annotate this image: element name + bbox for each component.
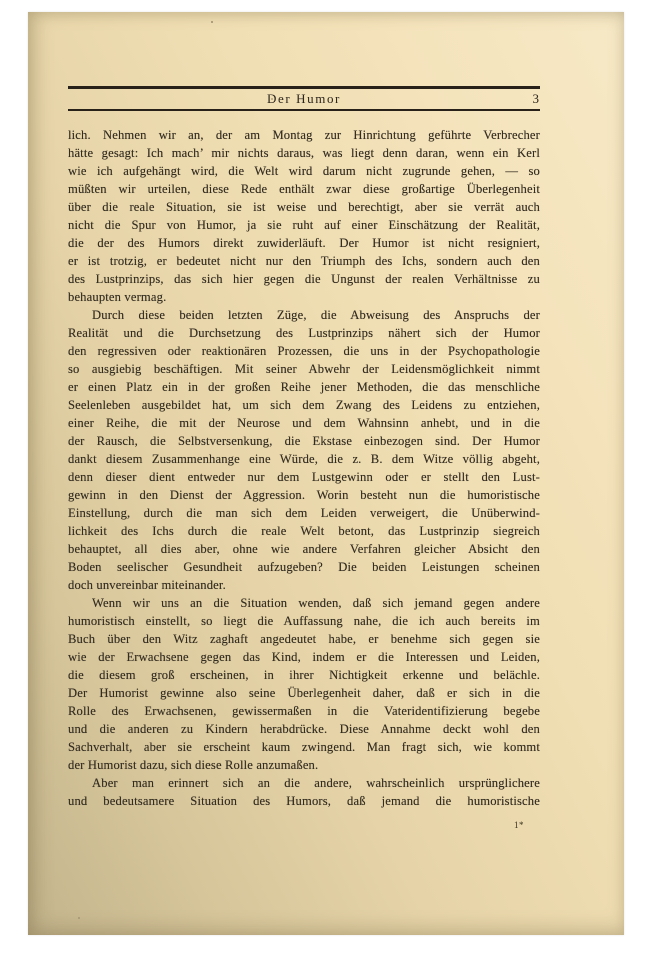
text-line: dankt diesem Zusammenhange eine Würde, die z. B. dem Witze völlig abgeht, — [68, 452, 540, 466]
text-line: die der des Humors direkt zuwiderläuft. Der Humor ist nicht resigniert, — [68, 236, 540, 250]
header-rule-top — [68, 86, 540, 89]
text-line: er ist trotzig, er bedeutet nicht nur den Triumph des Ichs, sondern auch den — [68, 254, 540, 268]
text-line: den regressiven oder reaktionären Prozessen, die uns in der Psychopathologie — [68, 344, 540, 358]
text-line: einer Reihe, die mit der Neurose und dem Wahnsinn anhebt, und in die — [68, 416, 540, 430]
text-line: Rolle des Erwachsenen, gewissermaßen in die Vateridentifizierung begebe — [68, 704, 540, 718]
text-line: der Humorist dazu, sich diese Rolle anzumaßen. — [68, 758, 319, 772]
text-line: und bedeutsamere Situation des Humors, daß jemand die humoristische — [68, 794, 540, 808]
text-line: nicht die Spur von Humor, ja sie ruht auf einer Einschätzung der Realität, — [68, 218, 540, 232]
text-line: Aber man erinnert sich an die andere, wahrscheinlich ursprünglichere — [92, 776, 540, 790]
text-line: lich. Nehmen wir an, der am Montag zur Hinrichtung geführte Verbrecher — [68, 128, 540, 142]
text-line: so ausgiebig beschäftigen. Mit seiner Abwehr der Leidensmöglichkeit nimmt — [68, 362, 540, 376]
text-line: gewinn in den Dienst der Aggression. Worin besteht nun die humoristische — [68, 488, 540, 502]
text-line: die diesem groß erscheinen, in ihrer Nichtigkeit erkenne und belächle. — [68, 668, 540, 682]
text-line: er einen Platz ein in der großen Reihe jener Methoden, die das menschliche — [68, 380, 540, 394]
text-line: Buch über den Witz zaghaft angedeutet habe, er benehme sich gegen sie — [68, 632, 540, 646]
dust-speck — [78, 917, 80, 919]
text-line: Der Humorist gewinne also seine Überlegenheit daher, daß er sich in die — [68, 686, 540, 700]
text-line: behaupten vermag. — [68, 290, 167, 304]
book-page — [28, 12, 624, 935]
text-line: Realität und die Durchsetzung des Lustprinzips nähert sich der Humor — [68, 326, 540, 340]
text-line: über die reale Situation, sie ist weise und berechtigt, aber sie verrät auch — [68, 200, 540, 214]
text-line: hätte gesagt: Ich mach’ mir nichts daraus, was liegt denn daran, wenn ein Kerl — [68, 146, 540, 160]
text-line: und die anderen zu Kindern herabdrücke. Diese Annahme deckt wohl den — [68, 722, 540, 736]
text-line: denn dieser dient entweder nur dem Lustgewinn oder er stellt den Lust- — [68, 470, 540, 484]
page-number: 3 — [532, 91, 539, 106]
text-line: behauptet, all dies aber, ohne wie andere Verfahren gleicher Absicht den — [68, 542, 540, 556]
text-line: Durch diese beiden letzten Züge, die Abweisung des Anspruchs der — [92, 308, 540, 322]
dust-speck — [211, 21, 213, 23]
dust-speck — [271, 98, 273, 100]
text-line: Sachverhalt, aber sie erscheint kaum zwingend. Man fragt sich, wie kommt — [68, 740, 540, 754]
running-title: Der Humor — [267, 91, 341, 106]
running-head — [68, 91, 540, 107]
body-text — [68, 126, 540, 810]
text-line: müßten wir urteilen, diese Rede enthält zwar diese großartige Überlegenheit — [68, 182, 540, 196]
text-line: wie ich aufgehängt wird, die Welt wird darum nicht zugrunde gehen, — so — [68, 164, 540, 178]
text-line: der Rausch, die Selbstversenkung, die Ekstase einbezogen sind. Der Humor — [68, 434, 540, 448]
text-line: des Lustprinzips, das sich hier gegen die Ungunst der realen Verhältnisse zu — [68, 272, 540, 286]
text-line: Boden seelischer Gesundheit aufzugeben? Die beiden Leistungen scheinen — [68, 560, 540, 574]
text-line: wie der Erwachsene gegen das Kind, indem er die Interessen und Leiden, — [68, 650, 540, 664]
header-rule-bottom — [68, 109, 540, 111]
text-line: Seelenleben ausgebildet hat, um sich dem Zwang des Leidens zu entziehen, — [68, 398, 540, 412]
text-line: lichkeit des Ichs durch die reale Welt betont, das Lustprinzip siegreich — [68, 524, 540, 538]
text-line: Einstellung, durch die man sich dem Leiden verweigert, die Unüberwind- — [68, 506, 540, 520]
text-line: doch unvereinbar miteinander. — [68, 578, 226, 592]
signature-mark: 1* — [514, 820, 524, 830]
text-line: Wenn wir uns an die Situation wenden, daß sich jemand gegen andere — [92, 596, 540, 610]
text-line: humoristisch einstellt, so liegt die Auffassung nahe, die ich auch bereits im — [68, 614, 540, 628]
